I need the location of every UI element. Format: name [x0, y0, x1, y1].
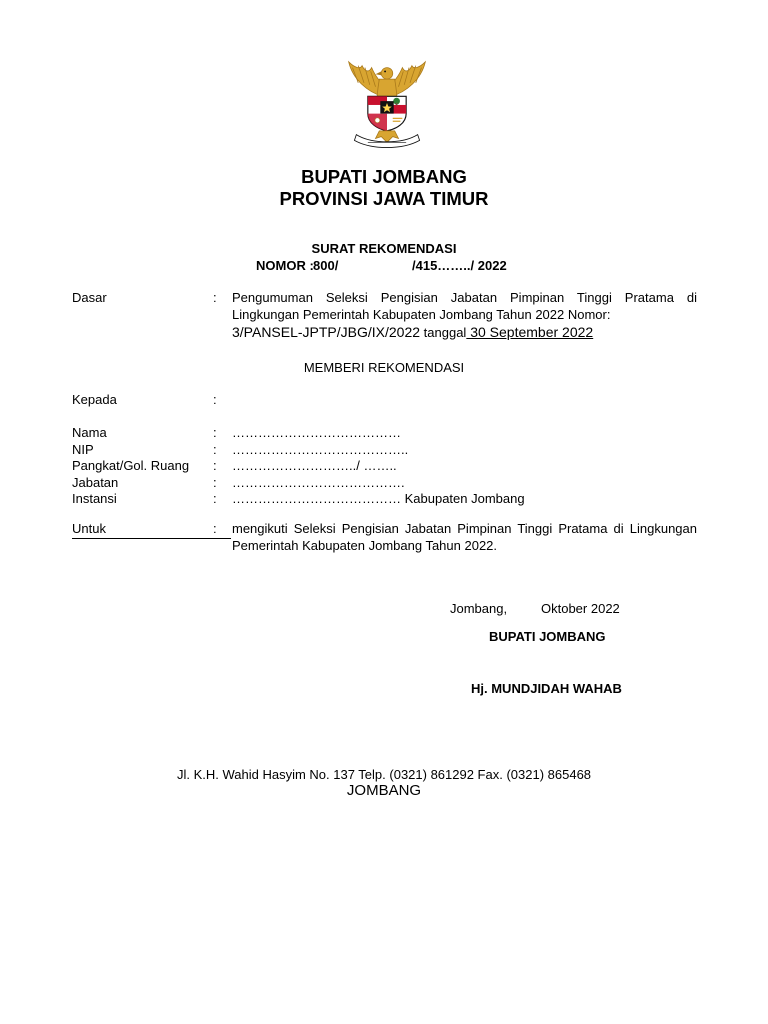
dasar-label: Dasar [72, 290, 107, 305]
field-colon: : [213, 441, 217, 457]
footer-address: Jl. K.H. Wahid Hasyim No. 137 Telp. (0321) 861292 Fax. (0321) 865468 [176, 767, 592, 782]
signature-position: BUPATI JOMBANG [489, 629, 606, 644]
kepada-colon: : [213, 392, 217, 407]
dasar-date-value: 30 September 2022 [466, 324, 594, 340]
signature-place: Jombang, [450, 601, 508, 616]
dasar-colon: : [213, 290, 217, 305]
dasar-ref-number: 3/PANSEL-JPTP/JBG/IX/2022 [232, 324, 421, 340]
untuk-label: Untuk [72, 521, 106, 536]
header-title-line1: BUPATI JOMBANG [301, 166, 467, 187]
letter-number-prefix: 800/ [313, 258, 339, 273]
field-value-jabatan: …………………………………. [232, 474, 405, 490]
field-value-instansi: ………………………………… Kabupaten Jombang [232, 491, 525, 506]
field-label-instansi: Instansi [72, 491, 117, 506]
letter-number-suffix: /415……../ 2022 [412, 258, 507, 273]
untuk-colon: : [213, 521, 217, 536]
dasar-text: Pengumuman Seleksi Pengisian Jabatan Pimpinan Tinggi Pratama di Lingkungan Pemerintah Kabupaten Jombang Tahun 2022 Nomor: [232, 290, 697, 322]
header-title-line2: PROVINSI JAWA TIMUR [279, 188, 489, 209]
untuk-underline [72, 538, 231, 539]
letter-number-label: NOMOR : [256, 258, 314, 273]
kepada-label: Kepada [72, 392, 117, 407]
field-colon: : [213, 425, 217, 440]
field-colon: : [213, 474, 217, 490]
signature-date: Oktober 2022 [541, 601, 620, 616]
field-value-nip: ………………………………….. [232, 441, 409, 457]
dasar-date-label: tanggal [423, 325, 467, 340]
dasar-reference [232, 324, 593, 342]
field-value-nama: ………………………………… [232, 425, 401, 440]
field-label-jabatan: Jabatan [72, 474, 119, 490]
field-label-nip: NIP [72, 441, 94, 457]
section-title: MEMBERI REKOMENDASI [303, 360, 465, 375]
untuk-text: mengikuti Seleksi Pengisian Jabatan Pimpinan Tinggi Pratama di Lingkungan Pemerintah Kabupaten Jombang Tahun 2022. [232, 521, 697, 553]
footer-city: JOMBANG [346, 782, 422, 799]
field-colon: : [213, 458, 217, 473]
letter-type: SURAT REKOMENDASI [311, 241, 457, 256]
signature-name: Hj. MUNDJIDAH WAHAB [471, 681, 622, 696]
field-value-pangkat: ………………………../ …….. [232, 458, 397, 473]
field-label-nama: Nama [72, 425, 107, 440]
garuda-emblem-icon [339, 58, 435, 150]
field-colon: : [213, 491, 217, 506]
field-label-pangkat: Pangkat/Gol. Ruang [72, 458, 190, 473]
